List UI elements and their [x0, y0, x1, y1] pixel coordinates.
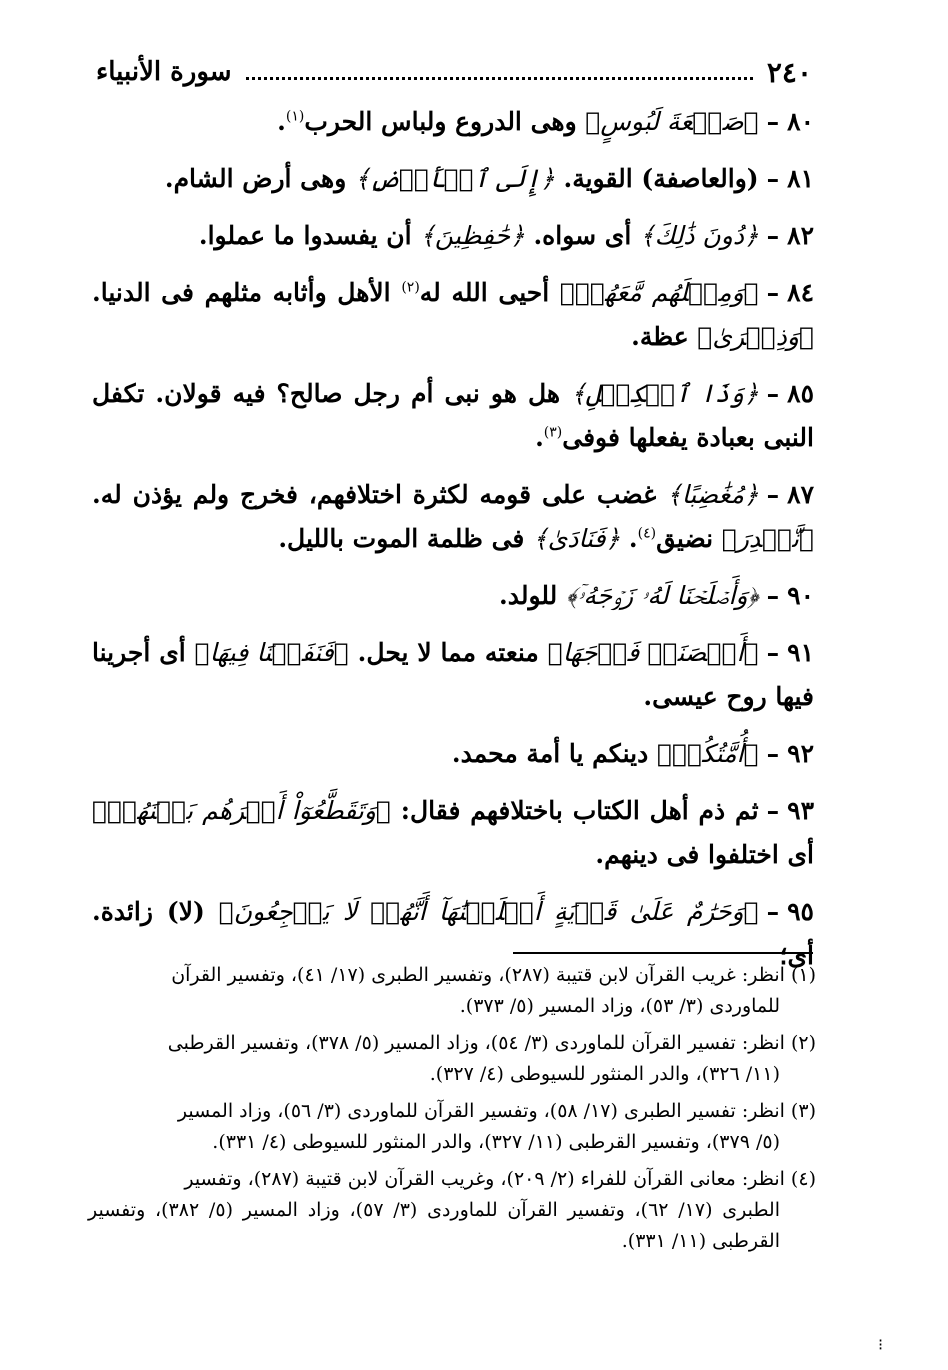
- commentary-text: دينكم يا أمة محمد.: [451, 739, 657, 768]
- commentary-text: أحيى الله له: [419, 278, 560, 307]
- footnote-line: (٣) انظر: تفسير الطبرى (١٧/ ٥٨)، وتفسير القرآن للماوردى (٣/ ٥٦)، وزاد المسير: [177, 1100, 816, 1122]
- quran-quote: ﴿أُمَّتُكُمۡ﴾: [656, 739, 759, 768]
- entry-9: [92, 789, 814, 877]
- commentary-text: فى ظلمة الموت بالليل.: [278, 524, 534, 553]
- quran-quote: ﴿وَأَصۡلَحۡنَا لَهُۥ زَوۡجَهُۥٓ﴾: [566, 581, 759, 610]
- dash: –: [766, 379, 780, 408]
- quran-quote: ﴿إِلَى ٱلۡأَرۡضِ﴾: [354, 164, 555, 193]
- dash: –: [766, 581, 780, 610]
- entry-8: [92, 732, 814, 776]
- quran-quote: ﴿مُغَٰضِبًا﴾: [667, 480, 759, 509]
- footnote-line: الطبرى (١٧/ ٦٢)، وتفسير القرآن للماوردى (٣/ ٥٧)، وزاد المسير (٥/ ٣٨٢)، وتفسير القرطبى (١١/ ٣٣١).: [88, 1199, 781, 1252]
- commentary-text: غضب على قومه لكثرة اختلافهم، فخرج ولم يؤذن له.: [92, 480, 668, 509]
- footnote-1: [88, 960, 816, 1022]
- verse-number: ٩٥: [787, 897, 814, 926]
- quran-quote: ﴿وَتَقَطَّعُوٓاْ أَمۡرَهُم بَيۡنَهُمۡ﴾: [92, 796, 391, 825]
- verse-number: ٩١: [787, 638, 814, 667]
- surah-title: سورة الأنبياء: [96, 57, 232, 87]
- entry-2: [92, 214, 814, 258]
- commentary-body: [92, 100, 814, 991]
- quran-quote: ﴿حَٰفِظِينَ﴾: [420, 221, 525, 250]
- quran-quote: ﴿وَذِكۡرَىٰ﴾: [697, 322, 814, 351]
- commentary-text: .: [620, 524, 638, 553]
- dash: –: [766, 739, 780, 768]
- footnote-ref: (١): [285, 108, 305, 125]
- commentary-text: أن يفسدوا ما عملوا.: [198, 221, 421, 250]
- footnote-line: للماوردى (٣/ ٥٣)، وزاد المسير (٥/ ٣٧٣).: [459, 995, 780, 1017]
- quran-quote: ﴿وَذَا ٱلۡكِفۡلِ﴾: [571, 379, 759, 408]
- footnote-3: [88, 1096, 816, 1158]
- quran-quote: ﴿صَنۡعَةَ لَبُوسٍ﴾: [585, 107, 759, 136]
- quran-quote: ﴿فَنَفَخۡنَا فِيهَا﴾: [194, 638, 349, 667]
- commentary-text: .: [277, 107, 286, 136]
- verse-number: ٩٠: [787, 581, 814, 610]
- verse-number: ٨٥: [787, 379, 814, 408]
- verse-number: ٨٤: [787, 278, 815, 307]
- commentary-text: .: [535, 423, 544, 452]
- verse-number: ٩٣: [787, 796, 814, 825]
- commentary-text: أى سواه.: [524, 221, 640, 250]
- dash: –: [766, 638, 780, 667]
- verse-number: ٨٠: [787, 107, 814, 136]
- dash: –: [766, 164, 780, 193]
- margin-mark: ⁝: [878, 1335, 884, 1354]
- footnotes: [88, 960, 816, 1263]
- footnote-ref: (٤): [637, 525, 657, 542]
- commentary-text: وهى الدروع ولباس الحرب: [304, 107, 586, 136]
- verse-number: ٨٧: [787, 480, 814, 509]
- footnote-separator: [513, 952, 813, 954]
- running-header: [96, 52, 812, 92]
- page-number: ٢٤٠: [766, 55, 812, 89]
- commentary-text: ثم ذم أهل الكتاب باختلافهم فقال:: [390, 796, 759, 825]
- footnote-line: (٥/ ٣٧٩)، وتفسير القرطبى (١١/ ٣٢٧)، والدر المنثور للسيوطى (٤/ ٣٣١).: [212, 1131, 780, 1153]
- entry-1: [92, 157, 814, 201]
- entry-3: [92, 271, 814, 359]
- dash: –: [766, 221, 780, 250]
- footnote-ref: (٣): [543, 424, 563, 441]
- commentary-text: أى أجرينا فيها روح عيسى.: [92, 638, 814, 711]
- commentary-text: وهى أرض الشام.: [164, 164, 355, 193]
- dash: –: [766, 480, 780, 509]
- commentary-text: للولد.: [499, 581, 566, 610]
- verse-number: ٩٢: [787, 739, 814, 768]
- footnote-line: (١) انظر: غريب القرآن لابن قتيبة (٢٨٧)، وتفسير الطبرى (١٧/ ٤١)، وتفسير القرآن: [171, 964, 816, 986]
- commentary-text: هل هو نبى أم رجل صالح؟ فيه قولان. تكفل النبى بعبادة يفعلها فوفى: [92, 379, 814, 452]
- footnote-line: (٢) انظر: تفسير القرآن للماوردى (٣/ ٥٤)، وزاد المسير (٥/ ٣٧٨)، وتفسير القرطبى: [167, 1032, 816, 1054]
- quran-quote: ﴿وَمِثۡلَهُم مَّعَهُمۡ﴾: [559, 278, 759, 307]
- entry-4: [92, 372, 814, 460]
- quran-quote: ﴿نَّقۡدِرَ﴾: [721, 524, 814, 553]
- entry-7: [92, 631, 814, 719]
- commentary-text: عظة.: [631, 322, 698, 351]
- commentary-text: الأهل وأثابه مثلهم فى الدنيا.: [92, 278, 402, 307]
- dash: –: [766, 796, 780, 825]
- entry-6: [92, 574, 814, 618]
- commentary-text: نضيق: [656, 524, 722, 553]
- footnote-line: (٤) انظر: معانى القرآن للفراء (٢/ ٢٠٩)، وغريب القرآن لابن قتيبة (٢٨٧)، وتفسير: [184, 1168, 816, 1190]
- verse-number: ٨١: [787, 164, 814, 193]
- commentary-text: (لا) زائدة. أى؛: [92, 897, 814, 970]
- quran-quote: ﴿فَنَادَىٰ﴾: [533, 524, 621, 553]
- entry-0: [92, 100, 814, 144]
- commentary-text: (والعاصفة) القوية.: [554, 164, 759, 193]
- quran-quote: ﴿دُونَ ذَٰلِكَ﴾: [640, 221, 759, 250]
- leader-dots: [246, 77, 753, 80]
- dash: –: [766, 897, 780, 926]
- dash: –: [766, 278, 780, 307]
- verse-number: ٨٢: [787, 221, 814, 250]
- quran-quote: ﴿وَحَرَٰمٌ عَلَىٰ قَرۡيَةٍ أَهۡلَكۡنَٰهَآ أَنَّهُمۡ لَا يَرۡجِعُونَ﴾: [218, 897, 759, 926]
- commentary-text: أى اختلفوا فى دينهم.: [595, 840, 814, 869]
- footnote-ref: (٢): [401, 279, 420, 296]
- footnote-2: [88, 1028, 816, 1090]
- commentary-text: منعته مما لا يحل.: [348, 638, 548, 667]
- quran-quote: ﴿أَحۡصَنَتۡ فَرۡجَهَا﴾: [547, 638, 759, 667]
- footnote-4: [88, 1164, 816, 1257]
- dash: –: [766, 107, 780, 136]
- entry-5: [92, 473, 814, 561]
- footnote-line: (١١/ ٣٢٦)، والدر المنثور للسيوطى (٤/ ٣٢٧).: [429, 1063, 780, 1085]
